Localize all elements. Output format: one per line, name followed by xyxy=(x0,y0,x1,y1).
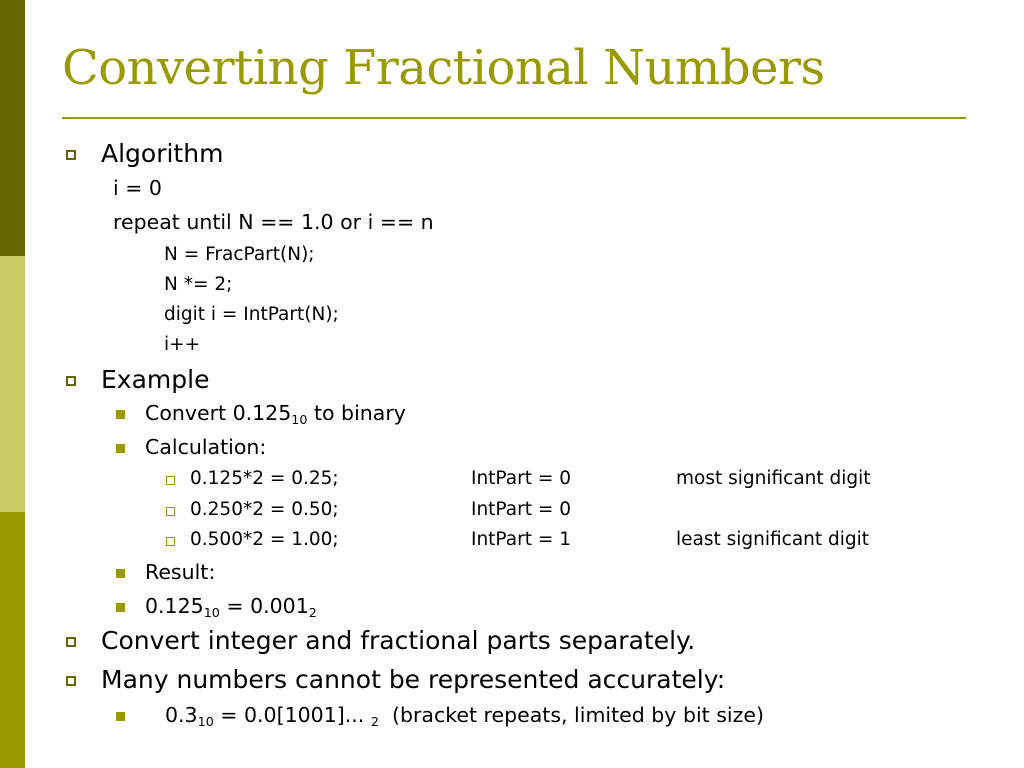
filled-square-bullet-icon xyxy=(116,410,125,419)
hollow-square-bullet-icon xyxy=(66,376,76,386)
side-bar-bottom xyxy=(0,512,25,768)
accuracy-example: $0.3_{10} = 0.0[1001]$... $_2$ (bracket repeats, limited by bit size) xyxy=(165,703,764,729)
example-label: Example xyxy=(101,365,210,394)
filled-square-bullet-icon xyxy=(116,444,125,453)
step-intpart: IntPart = 0 xyxy=(471,499,571,520)
step-note: most significant digit xyxy=(676,468,871,489)
algorithm-line: i = 0 xyxy=(113,176,162,200)
loop-line: N = FracPart(N); xyxy=(164,244,315,265)
step-intpart: IntPart = 1 xyxy=(471,529,571,550)
hollow-square-bullet-icon xyxy=(166,507,175,516)
slide-title: Converting Fractional Numbers xyxy=(62,40,825,96)
convert-line: Convert $0.125_{10}$ to binary xyxy=(145,401,406,427)
loop-line: i++ xyxy=(164,334,201,355)
step-expr: 0.500*2 = 1.00; xyxy=(190,529,339,550)
hollow-square-bullet-icon xyxy=(166,476,175,485)
step-expr: 0.125*2 = 0.25; xyxy=(190,468,339,489)
algorithm-line: repeat until N == 1.0 or i == n xyxy=(113,210,434,234)
hollow-square-bullet-icon xyxy=(166,537,175,546)
separate-note: Convert integer and fractional parts separately. xyxy=(101,626,696,655)
algorithm-label: Algorithm xyxy=(101,139,224,168)
loop-line: digit i = IntPart(N); xyxy=(164,304,339,325)
hollow-square-bullet-icon xyxy=(66,150,76,160)
side-bar-middle xyxy=(0,256,25,512)
hollow-square-bullet-icon xyxy=(66,676,76,686)
loop-line: N *= 2; xyxy=(164,274,233,295)
step-intpart: IntPart = 0 xyxy=(471,468,571,489)
filled-square-bullet-icon xyxy=(116,603,125,612)
accuracy-label: Many numbers cannot be represented accurately: xyxy=(101,665,726,694)
result-line: $0.125_{10} = 0.001_2$ xyxy=(145,594,317,620)
step-note: least significant digit xyxy=(676,529,870,550)
hollow-square-bullet-icon xyxy=(66,637,76,647)
filled-square-bullet-icon xyxy=(116,712,125,721)
step-expr: 0.250*2 = 0.50; xyxy=(190,499,339,520)
calculation-label: Calculation: xyxy=(145,435,267,459)
filled-square-bullet-icon xyxy=(116,569,125,578)
result-label: Result: xyxy=(145,560,216,584)
title-rule xyxy=(62,117,966,119)
side-bar-top xyxy=(0,0,25,256)
